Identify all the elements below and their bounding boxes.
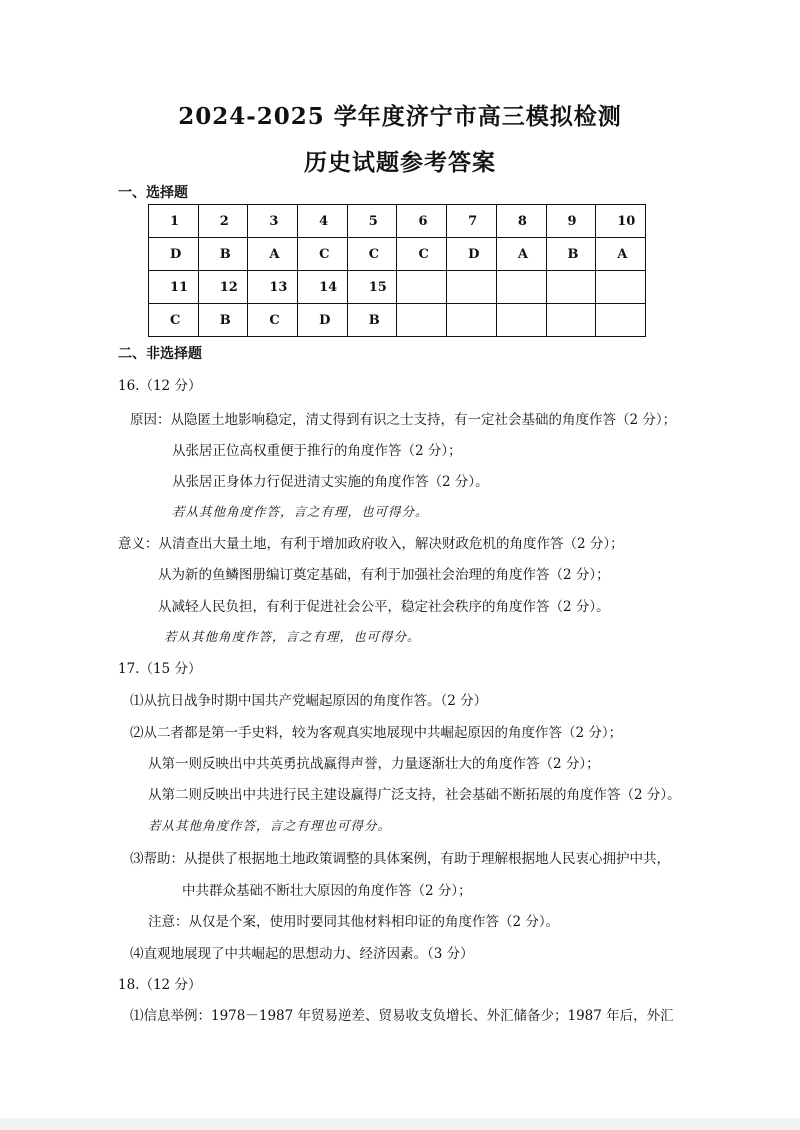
page-bottom-edge [0,1118,800,1130]
q17-line: 从第二则反映出中共进行民主建设赢得广泛支持，社会基础不断拓展的角度作答（2 分）。 [148,787,681,803]
answer-cell: B [546,238,596,271]
answer-cell: A [596,238,646,271]
q16-line: 从张居正身体力行促进清丈实施的角度作答（2 分）。 [172,474,489,490]
question-number-cell: 13 [248,271,298,304]
answer-cell: B [347,304,397,337]
question-number-cell [447,271,497,304]
q16-line: 意义：从清查出大量土地，有利于增加政府收入，解决财政危机的角度作答（2 分）； [118,536,624,552]
section-heading-nonchoice: 二、非选择题 [118,346,202,362]
q17-line: 注意：从仅是个案，使用时要同其他材料相印证的角度作答（2 分）。 [148,914,560,930]
answer-cell [546,304,596,337]
q16-line: 从减轻人民负担，有利于促进社会公平，稳定社会秩序的角度作答（2 分）。 [158,599,610,615]
answer-cell: D [149,238,199,271]
q18-line: ⑴信息举例：1978－1987 年贸易逆差、贸易收支负增长、外汇储备少；1987 年后，外汇 [130,1008,674,1024]
question-18-label: 18.（12 分） [118,977,202,993]
answer-cell [397,304,447,337]
question-17-label: 17.（15 分） [118,661,202,677]
q16-note: 若从其他角度作答，言之有理，也可得分。 [164,629,421,644]
question-number-cell: 7 [447,205,497,238]
q16-line: 从为新的鱼鳞图册编订奠定基础，有利于加强社会治理的角度作答（2 分）； [158,567,610,583]
answer-cell [496,304,546,337]
q17-line: ⑷直观地展现了中共崛起的思想动力、经济因素。（3 分） [130,946,474,962]
question-number-cell [397,271,447,304]
question-number-cell: 8 [496,205,546,238]
answer-row [149,304,646,337]
q17-line: 从第一则反映出中共英勇抗战赢得声誉，力量逐渐壮大的角度作答（2 分）； [148,756,600,772]
question-number-cell: 9 [546,205,596,238]
q16-line: 原因：从隐匿土地影响稳定，清丈得到有识之士支持，有一定社会基础的角度作答（2 分）； [130,412,677,428]
answer-cell: C [397,238,447,271]
answer-cell: D [447,238,497,271]
question-number-cell: 4 [298,205,348,238]
question-number-cell: 5 [347,205,397,238]
answer-cell: A [248,238,298,271]
q17-line: ⑶帮助：从提供了根据地土地政策调整的具体案例，有助于理解根据地人民衷心拥护中共， [130,851,670,867]
question-number-cell: 1 [149,205,199,238]
question-number-cell: 15 [347,271,397,304]
section-heading-choice: 一、选择题 [118,185,188,201]
answer-cell: A [496,238,546,271]
answer-table [148,204,646,337]
page-subtitle: 历史试题参考答案 [304,149,496,176]
question-number-cell [496,271,546,304]
q17-line: ⑵从二者都是第一手史料，较为客观真实地展现中共崛起原因的角度作答（2 分）； [130,725,623,741]
question-number-cell [596,271,646,304]
answer-cell [596,304,646,337]
question-number-cell: 3 [248,205,298,238]
answer-cell: D [298,304,348,337]
question-number-cell: 12 [198,271,248,304]
question-number-cell: 11 [149,271,199,304]
question-16-label: 16.（12 分） [118,378,202,394]
question-number-cell: 14 [298,271,348,304]
answer-cell: C [248,304,298,337]
question-number-row [149,205,646,238]
answer-row [149,238,646,271]
question-number-cell: 2 [198,205,248,238]
q16-line: 从张居正位高权重便于推行的角度作答（2 分）； [172,443,462,459]
question-number-cell: 10 [596,205,646,238]
page-title: 2024-2025 学年度济宁市高三模拟检测 [178,103,622,130]
q17-note: 若从其他角度作答，言之有理也可得分。 [148,818,392,833]
answer-cell: C [347,238,397,271]
question-number-row [149,271,646,304]
q17-line: 中共群众基础不断壮大原因的角度作答（2 分）； [182,883,472,899]
answer-cell [447,304,497,337]
q16-note: 若从其他角度作答，言之有理，也可得分。 [172,504,429,519]
question-number-cell [546,271,596,304]
answer-cell: B [198,238,248,271]
q17-line: ⑴从抗日战争时期中国共产党崛起原因的角度作答。（2 分） [130,693,488,709]
answer-cell: C [149,304,199,337]
answer-cell: C [298,238,348,271]
question-number-cell: 6 [397,205,447,238]
answer-cell: B [198,304,248,337]
